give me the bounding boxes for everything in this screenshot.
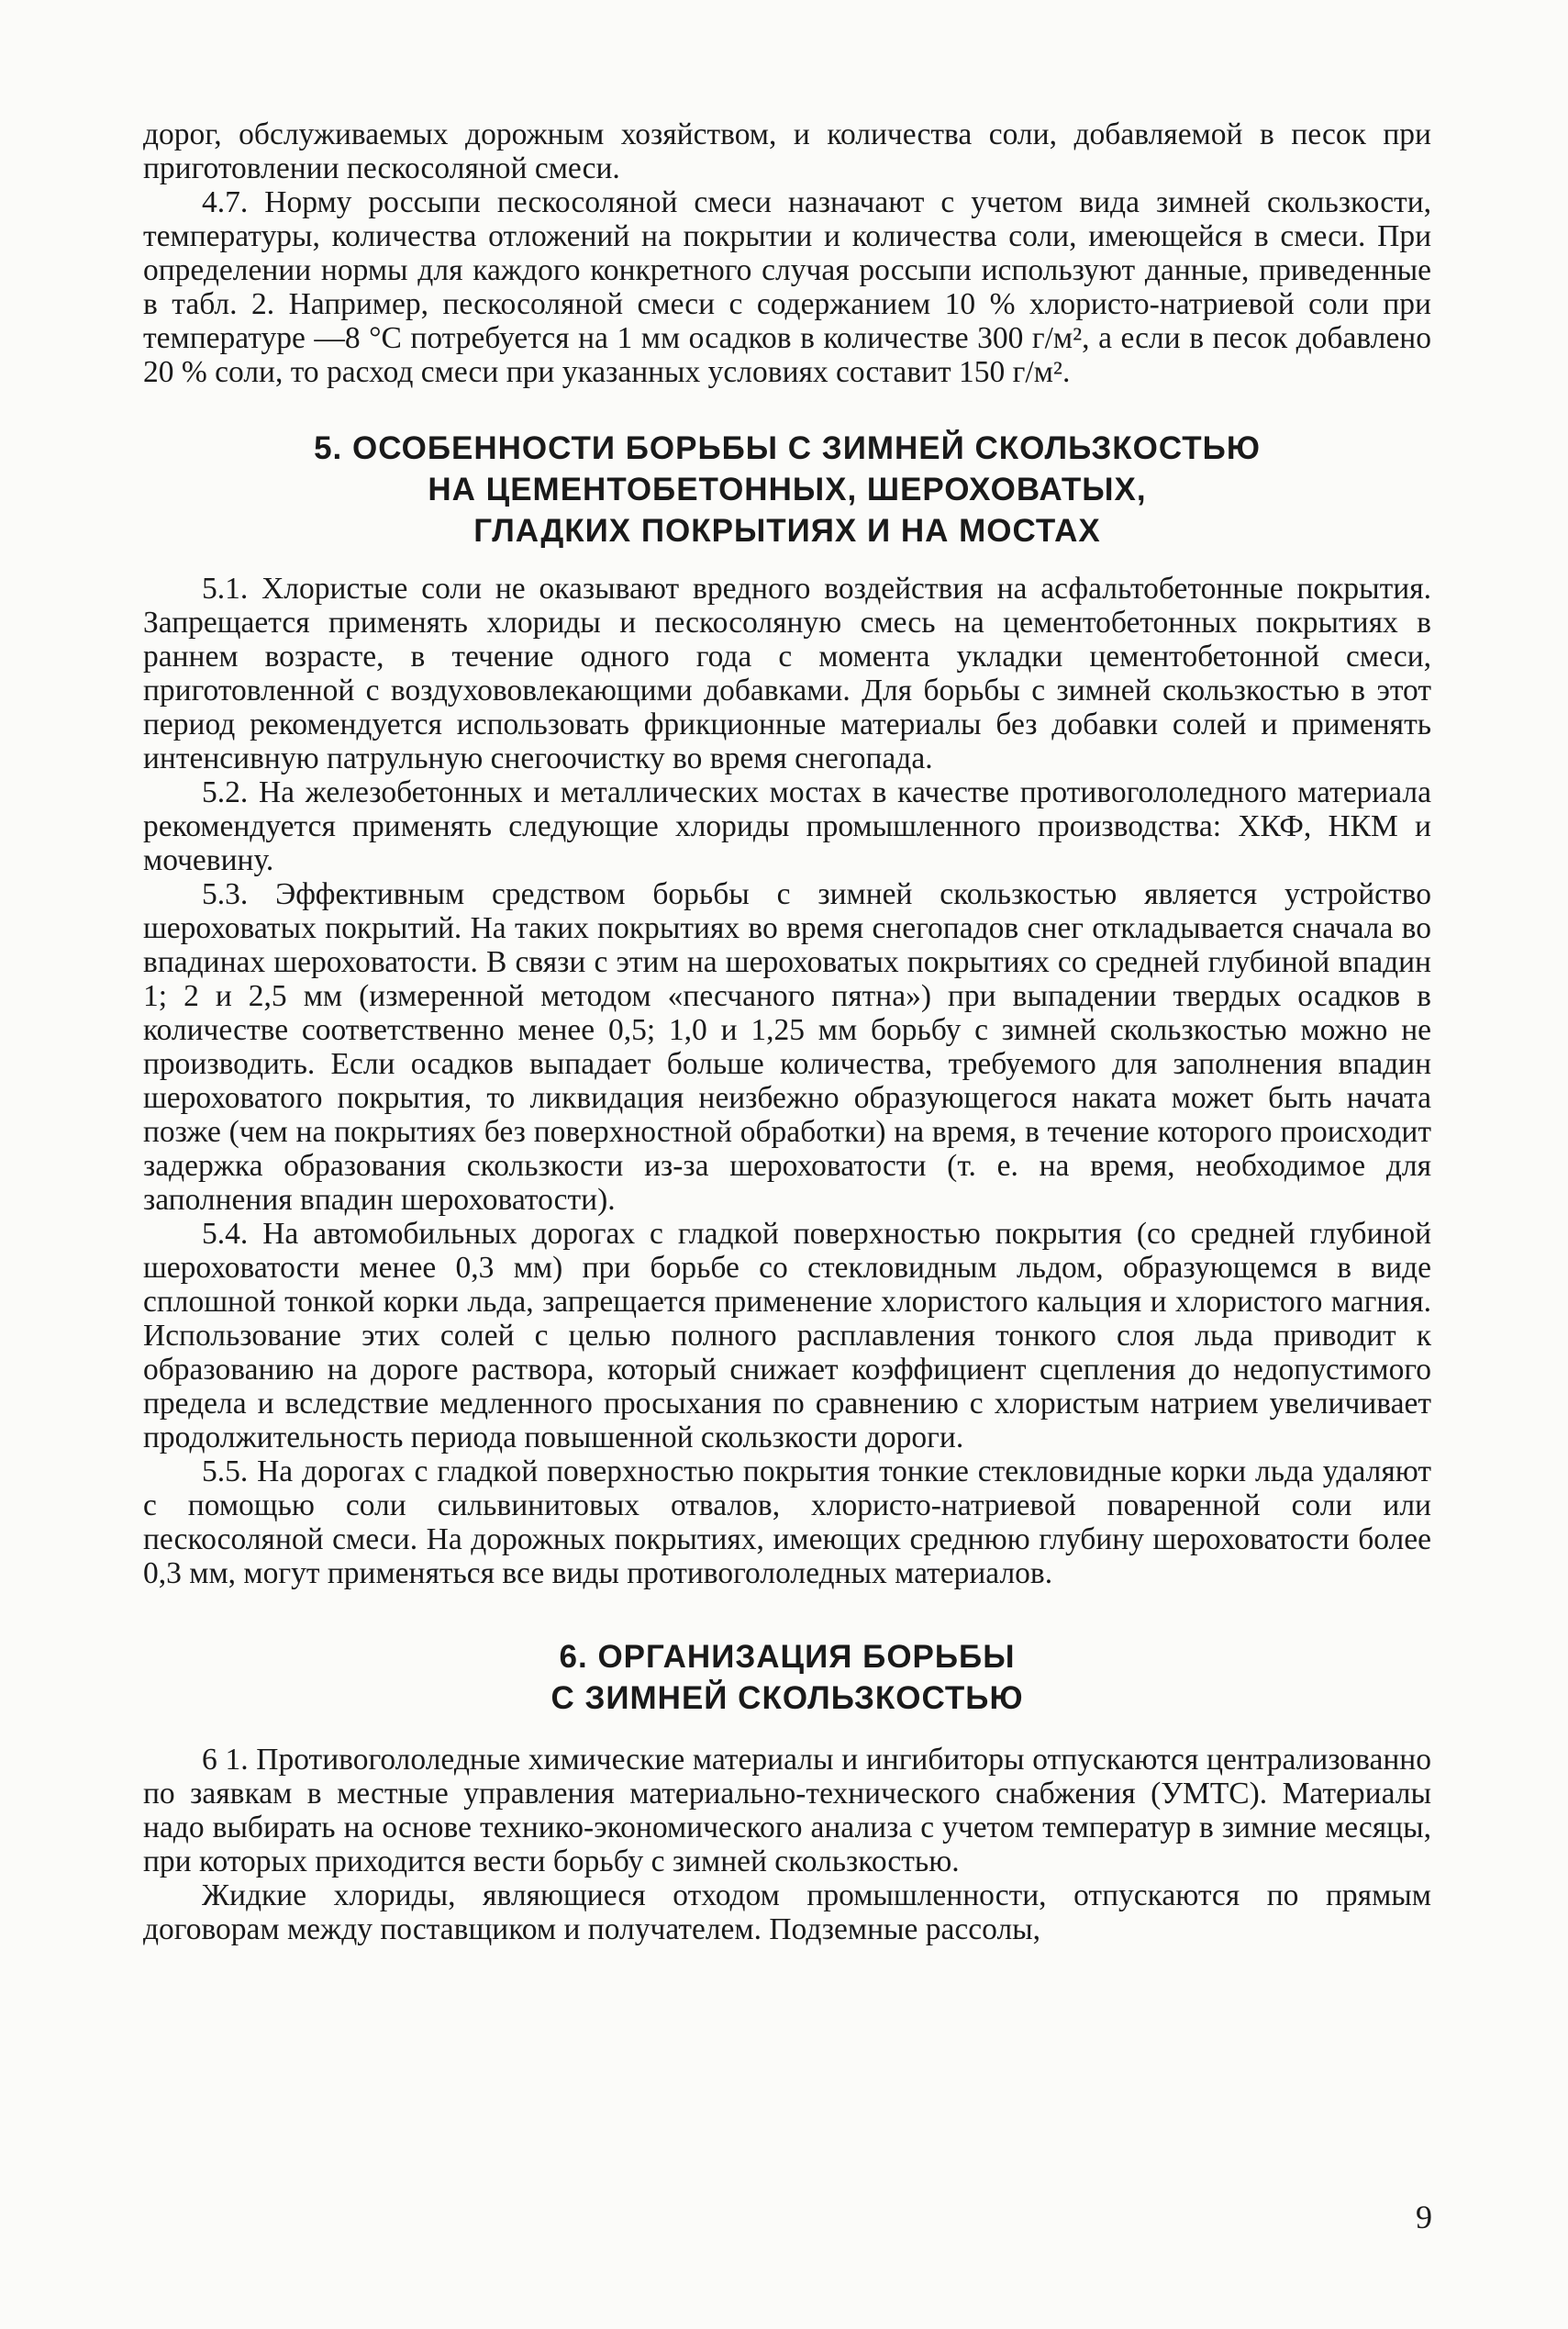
paragraph-6-1-continued: Жидкие хлориды, являющиеся отходом промышленности, отпускаются по прямым договорам между поставщиком и получателем. Подземные рассолы, [143,1878,1431,1946]
paragraph-5-2: 5.2. На железобетонных и металлических мостах в качестве противогололедного материала рекомендуется применять следующие хлориды промышленного производства: ХКФ, НКМ и мочевину. [143,775,1431,877]
paragraph-5-3: 5.3. Эффективным средством борьбы с зимней скользкостью является устройство шероховатых покрытий. На таких покрытиях во время снегопадов снег откладывается сначала во впадинах шероховатости. В связи с этим на шероховатых покрытиях со средней глубиной впадин 1; 2 и 2,5 мм (измеренной методом «песчаного пятна») при выпадении твердых осадков в количестве соответственно менее 0,5; 1,0 и 1,25 мм борьбу с зимней скользкостью можно не производить. Если осадков выпадает больше количества, требуемого для заполнения впадин шероховатого покрытия, то ликвидация неизбежно образующегося наката может быть начата позже (чем на покрытиях без поверхностной обработки) на время, в течение которого происходит задержка образования скользкости из-за шероховатости (т. е. на время, необходимое для заполнения впадин шероховатости). [143,877,1431,1217]
section-6-heading [143,1636,1431,1719]
page-number: 9 [1416,2199,1432,2235]
paragraph-5-1: 5.1. Хлористые соли не оказывают вредного воздействия на асфальтобетонные покрытия. Запрещается применять хлориды и пескосоляную смесь на цементобетонных покрытиях в раннем возрасте, в течение одного года с момента укладки цементобетонной смеси, приготовленной с воздухововлекающими добавками. Для борьбы с зимней скользкостью в этот период рекомендуется использовать фрикционные материалы без добавки солей и применять интенсивную патрульную снегоочистку во время снегопада. [143,572,1431,775]
paragraph-4-7: 4.7. Норму россыпи пескосоляной смеси назначают с учетом вида зимней скользкости, температуры, количества отложений на покрытии и количества соли, имеющейся в смеси. При определении нормы для каждого конкретного случая россыпи используют данные, приведенные в табл. 2. Например, пескосоляной смеси с содержанием 10 % хлористо-натриевой соли при температуре —8 °С потребуется на 1 мм осадков в количестве 300 г/м², а если в песок добавлено 20 % соли, то расход смеси при указанных условиях составит 150 г/м². [143,185,1431,389]
section-6-heading-line: С ЗИМНЕЙ СКОЛЬЗКОСТЬЮ [550,1680,1024,1716]
page-body [143,117,1431,1946]
paragraph-5-5: 5.5. На дорогах с гладкой поверхностью покрытия тонкие стекловидные корки льда удаляют с помощью соли сильвинитовых отвалов, хлористо-натриевой поваренной соли или пескосоляной смеси. На дорожных покрытиях, имеющих среднюю глубину шероховатости более 0,3 мм, могут применяться все виды противогололедных материалов. [143,1454,1431,1590]
section-6-heading-line: 6. ОРГАНИЗАЦИЯ БОРЬБЫ [559,1639,1016,1675]
paragraph-5-4: 5.4. На автомобильных дорогах с гладкой поверхностью покрытия (со средней глубиной шероховатости менее 0,3 мм) при борьбе со стекловидным льдом, образующемся в виде сплошной тонкой корки льда, запрещается применение хлористого кальция и хлористого магния. Использование этих солей с целью полного расплавления тонкого слоя льда приводит к образованию на дороге раствора, который снижает коэффициент сцепления до недопустимого предела и вследствие медленного просыхания по сравнению с хлористым натрием увеличивает продолжительность периода повышенной скользкости дороги. [143,1217,1431,1454]
section-5-heading [143,428,1431,552]
paragraph-6-1: 6 1. Противогололедные химические материалы и ингибиторы отпускаются централизованно по заявкам в местные управления материально-технического снабжения (УМТС). Материалы надо выбирать на основе технико-экономического анализа с учетом температур в зимние месяцы, при которых приходится вести борьбу с зимней скользкостью. [143,1743,1431,1878]
section-5-heading-line: НА ЦЕМЕНТОБЕТОННЫХ, ШЕРОХОВАТЫХ, [428,472,1147,507]
section-5-heading-line: ГЛАДКИХ ПОКРЫТИЯХ И НА МОСТАХ [473,513,1101,549]
section-5-heading-line: 5. ОСОБЕННОСТИ БОРЬБЫ С ЗИМНЕЙ СКОЛЬЗКОСТЬЮ [314,430,1261,466]
paragraph-continuation: дорог, обслуживаемых дорожным хозяйством, и количества соли, добавляемой в песок при приготовлении пескосоляной смеси. [143,117,1431,185]
